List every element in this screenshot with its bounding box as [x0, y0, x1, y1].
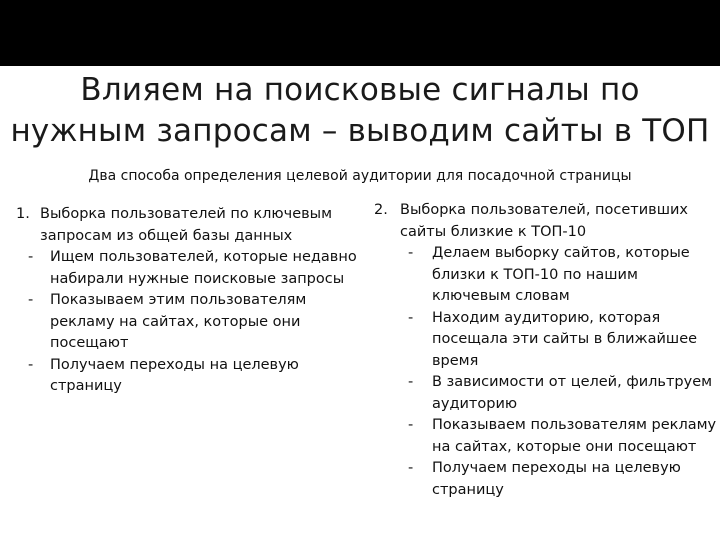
list-item-text: Делаем выборку сайтов, которые близки к ТОП-10 по нашим ключевым словам — [432, 245, 690, 304]
dash-bullet: - — [408, 374, 414, 390]
right-sub-list — [372, 243, 718, 501]
top-black-bar — [0, 0, 720, 66]
right-item-number: 2. — [374, 202, 388, 218]
list-item-text: Получаем переходы на целевую страницу — [50, 356, 299, 394]
dash-bullet: - — [408, 309, 414, 326]
list-item-text: Ищем пользователей, которые недавно набирали нужные поисковые запросы — [50, 249, 357, 287]
list-item — [372, 458, 718, 501]
list-item — [372, 415, 718, 458]
slide-subtitle: Два способа определения целевой аудитории для посадочной страницы — [88, 168, 632, 184]
list-item-text: Находим аудиторию, которая посещала эти сайты в ближайшее время — [432, 309, 698, 369]
list-item-text: Получаем переходы на целевую страницу — [432, 460, 681, 498]
dash-bullet: - — [28, 249, 34, 265]
dash-bullet: - — [28, 356, 34, 373]
list-item — [372, 308, 718, 373]
left-column — [14, 204, 364, 398]
left-item-number: 1. — [16, 206, 30, 222]
list-item-text: Показываем этим пользователям рекламу на сайтах, которые они посещают — [50, 292, 307, 351]
right-numbered-item — [372, 200, 718, 501]
list-item — [14, 355, 364, 398]
left-sub-list — [14, 247, 364, 398]
dash-bullet: - — [408, 245, 414, 261]
left-numbered-item — [14, 204, 364, 398]
list-item — [14, 247, 364, 290]
dash-bullet: - — [28, 292, 34, 308]
list-item — [372, 243, 718, 308]
list-item — [372, 372, 718, 415]
title-line-2: нужным запросам – выводим сайты в ТОП — [10, 113, 710, 149]
slide-title — [0, 70, 720, 152]
right-item-heading: Выборка пользователей, посетивших сайты близкие к ТОП-10 — [400, 202, 688, 240]
list-item — [14, 290, 364, 355]
title-line-1: Влияем на поисковые сигналы по — [80, 72, 640, 108]
dash-bullet: - — [408, 417, 414, 433]
dash-bullet: - — [408, 460, 414, 476]
list-item-text: В зависимости от целей, фильтруем аудиторию — [432, 374, 713, 412]
left-item-heading: Выборка пользователей по ключевым запросам из общей базы данных — [40, 206, 333, 244]
list-item-text: Показываем пользователям рекламу на сайтах, которые они посещают — [432, 417, 717, 455]
right-column — [372, 200, 718, 501]
